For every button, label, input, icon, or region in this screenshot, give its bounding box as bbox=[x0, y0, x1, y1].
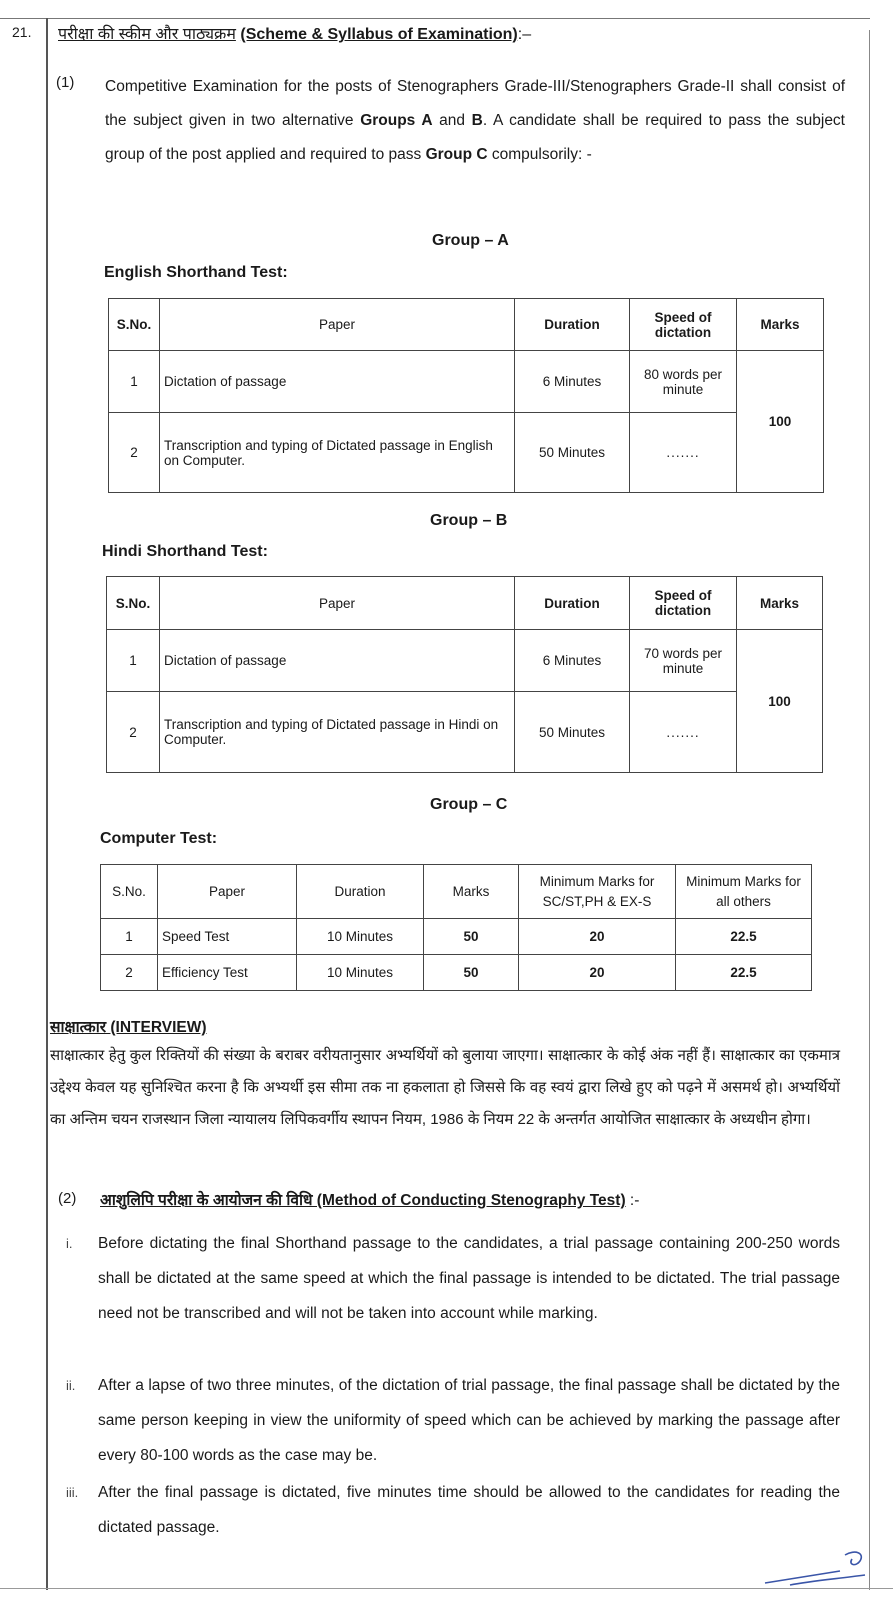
table-row bbox=[107, 692, 823, 773]
page-border-right bbox=[869, 30, 870, 1590]
para-1-part-a: Competitive Examination for the posts of Stenographers Grade-III/Stenographers Grade-II shall consist of the subject given in two alternative bbox=[105, 78, 845, 129]
signature-icon bbox=[760, 1535, 870, 1590]
cell-min-sc: 20 bbox=[519, 919, 676, 955]
group-c-title: Group – C bbox=[430, 796, 508, 813]
cell-duration: 6 Minutes bbox=[515, 351, 630, 413]
para-1-part-d: compulsorily: - bbox=[487, 146, 592, 163]
heading-suffix: :– bbox=[517, 26, 532, 43]
cell-paper: Dictation of passage bbox=[160, 351, 515, 413]
cell-speed: 80 words per minute bbox=[630, 351, 737, 413]
section-number: 21. bbox=[12, 24, 32, 40]
method-heading bbox=[100, 1188, 639, 1210]
header-paper: Paper bbox=[160, 299, 515, 351]
heading-hindi: परीक्षा की स्कीम और पाठ्यक्रम bbox=[58, 26, 236, 43]
list-item: Before dictating the final Shorthand passage to the candidates, a trial passage containing 200-250 words shall be dictated at the same speed at which the final passage is intended to be dictated. The trial passage need not be transcribed and will not be taken into account while marking. bbox=[98, 1235, 840, 1322]
header-marks: Marks bbox=[737, 577, 823, 630]
section-heading bbox=[58, 22, 531, 44]
table-row bbox=[109, 413, 824, 493]
group-c-table bbox=[100, 864, 812, 991]
cell-duration: 50 Minutes bbox=[515, 692, 630, 773]
cell-marks: 50 bbox=[424, 919, 519, 955]
cell-duration: 10 Minutes bbox=[297, 955, 424, 991]
group-c-test-title: Computer Test: bbox=[100, 830, 218, 847]
header-marks: Marks bbox=[424, 865, 519, 919]
item-label: i. bbox=[66, 1236, 73, 1251]
cell-min-others: 22.5 bbox=[676, 919, 812, 955]
table-row bbox=[101, 919, 812, 955]
interview-title: साक्षात्कार (INTERVIEW) bbox=[50, 1019, 207, 1036]
method-suffix: :- bbox=[625, 1192, 640, 1209]
cell-duration: 6 Minutes bbox=[515, 630, 630, 692]
group-c-header-row bbox=[101, 865, 812, 919]
group-a-header-row bbox=[109, 299, 824, 351]
table-row bbox=[109, 351, 824, 413]
group-a-title: Group – A bbox=[432, 232, 509, 249]
header-speed: Speed of dictation bbox=[630, 577, 737, 630]
para-1-part-c: . A candidate shall be required to pass the subject group of the post applied and required to pass bbox=[105, 112, 845, 163]
cell-sno: 2 bbox=[109, 413, 160, 493]
cell-speed: ....... bbox=[630, 413, 737, 493]
group-b-title: Group – B bbox=[430, 512, 508, 529]
cell-paper: Efficiency Test bbox=[158, 955, 297, 991]
cell-marks: 100 bbox=[737, 630, 823, 773]
group-b-header-row bbox=[107, 577, 823, 630]
header-sno: S.No. bbox=[101, 865, 158, 919]
para-2-label: (2) bbox=[58, 1190, 77, 1207]
item-label: iii. bbox=[66, 1485, 79, 1500]
cell-duration: 10 Minutes bbox=[297, 919, 424, 955]
header-min-sc: Minimum Marks for SC/ST,PH & EX-S bbox=[519, 865, 676, 919]
cell-paper: Transcription and typing of Dictated passage in Hindi on Computer. bbox=[160, 692, 515, 773]
table-row bbox=[101, 955, 812, 991]
para-1-group-c: Group C bbox=[425, 146, 488, 163]
cell-sno: 2 bbox=[107, 692, 160, 773]
cell-sno: 1 bbox=[109, 351, 160, 413]
cell-speed: 70 words per minute bbox=[630, 630, 737, 692]
list-item: After a lapse of two three minutes, of the dictation of trial passage, the final passage shall be dictated by the same person keeping in view the uniformity of speed which can be achieved by marking the passage after every 80-100 words as the case may be. bbox=[98, 1377, 840, 1464]
cell-sno: 2 bbox=[101, 955, 158, 991]
cell-marks: 50 bbox=[424, 955, 519, 991]
table-row bbox=[107, 630, 823, 692]
cell-sno: 1 bbox=[107, 630, 160, 692]
interview-text: साक्षात्कार हेतु कुल रिक्तियों की संख्या के बराबर वरीयतानुसार अभ्यर्थियों को बुलाया जाएगा। साक्षात्कार के कोई अंक नहीं हैं। साक्षात्कार का एकमात्र उद्देश्य केवल यह सुनिश्चित करना है कि अभ्यर्थी इस सीमा तक ना हकलाता हो जिससे कि वह स्वयं द्वारा लिखे हुए को पढ़ने में असमर्थ हो। अभ्यर्थियों का अन्तिम चयन राजस्थान जिला न्यायालय लिपिकवर्गीय स्थापन नियम, 1986 के नियम 22 के अन्तर्गत आयोजित साक्षात्कार के अध्यधीन होगा। bbox=[50, 1047, 840, 1128]
cell-duration: 50 Minutes bbox=[515, 413, 630, 493]
list-item: After the final passage is dictated, five minutes time should be allowed to the candidates for reading the dictated passage. bbox=[98, 1484, 840, 1536]
para-1-text bbox=[105, 70, 845, 172]
page-border-top bbox=[0, 18, 870, 19]
cell-min-others: 22.5 bbox=[676, 955, 812, 991]
cell-sno: 1 bbox=[101, 919, 158, 955]
header-duration: Duration bbox=[515, 299, 630, 351]
group-b-test-title: Hindi Shorthand Test: bbox=[102, 543, 268, 560]
para-1-part-b: and bbox=[432, 112, 472, 129]
para-1-label: (1) bbox=[56, 74, 75, 91]
cell-paper: Speed Test bbox=[158, 919, 297, 955]
cell-marks: 100 bbox=[737, 351, 824, 493]
header-min-others: Minimum Marks for all others bbox=[676, 865, 812, 919]
cell-min-sc: 20 bbox=[519, 955, 676, 991]
cell-paper: Dictation of passage bbox=[160, 630, 515, 692]
heading-english: (Scheme & Syllabus of Examination) bbox=[240, 26, 518, 43]
cell-speed: ....... bbox=[630, 692, 737, 773]
cell-paper: Transcription and typing of Dictated passage in English on Computer. bbox=[160, 413, 515, 493]
group-a-table bbox=[108, 298, 824, 493]
method-title: आशुलिपि परीक्षा के आयोजन की विधि (Method of Conducting Stenography Test) bbox=[100, 1192, 626, 1209]
header-sno: S.No. bbox=[107, 577, 160, 630]
page-border-left bbox=[46, 18, 48, 1590]
para-1-groups-a: Groups A bbox=[360, 112, 433, 129]
item-label: ii. bbox=[66, 1378, 76, 1393]
group-b-table bbox=[106, 576, 823, 773]
header-duration: Duration bbox=[515, 577, 630, 630]
header-duration: Duration bbox=[297, 865, 424, 919]
group-a-test-title: English Shorthand Test: bbox=[104, 264, 288, 281]
header-speed: Speed of dictation bbox=[630, 299, 737, 351]
header-paper: Paper bbox=[158, 865, 297, 919]
para-1-group-b: B bbox=[471, 112, 483, 129]
header-marks: Marks bbox=[737, 299, 824, 351]
header-paper: Paper bbox=[160, 577, 515, 630]
header-sno: S.No. bbox=[109, 299, 160, 351]
